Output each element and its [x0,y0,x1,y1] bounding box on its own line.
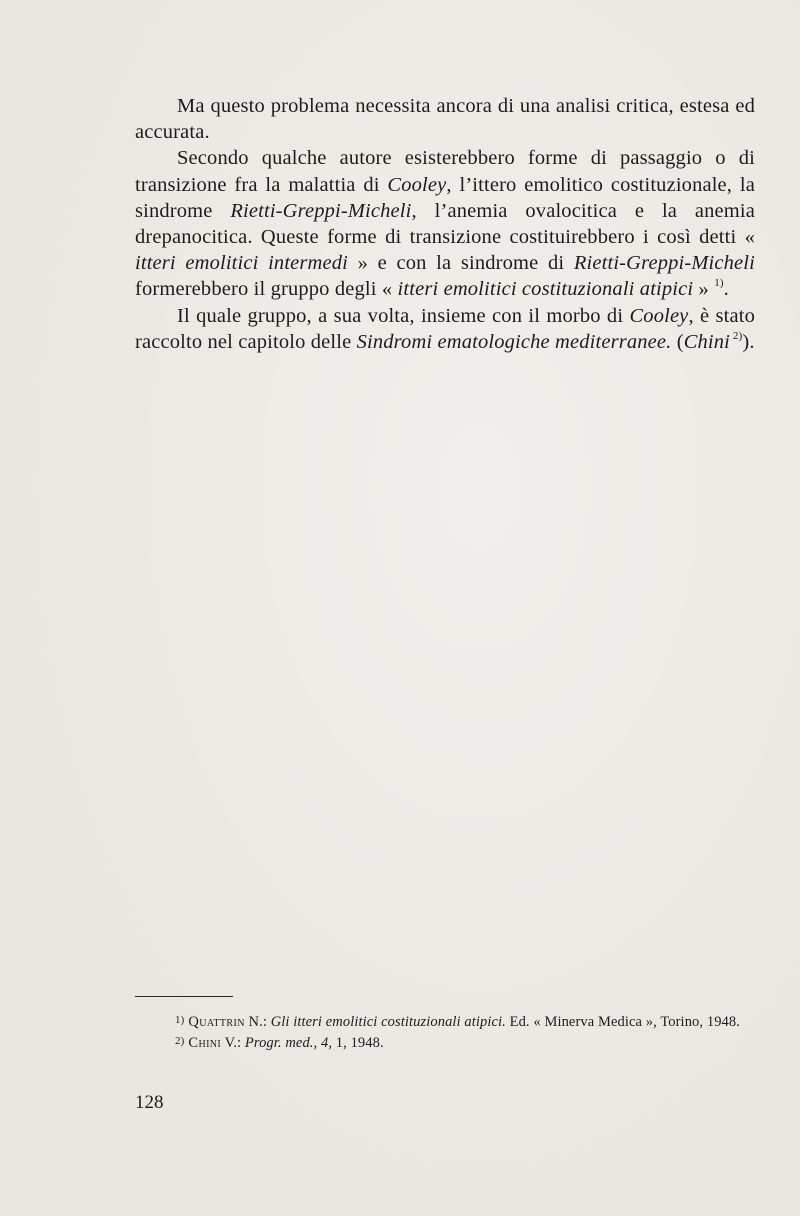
p2-text-d: » e con la sindrome di [348,252,574,275]
footnote-1-initial: N.: [244,1014,271,1030]
footnote-1 [135,1011,755,1032]
p2-text-g: . [723,278,729,301]
p2-itteri-intermedi: itteri emolitici intermedi [135,252,348,275]
footnote-2-publisher: 1, 1948. [332,1034,384,1051]
footnote-ref-2: 2) [730,329,743,342]
p2-itteri-atipici: itteri emolitici costituzionali atipici [397,278,694,301]
p2-cooley: Cooley [387,173,447,196]
footnote-separator [135,996,233,997]
footnote-1-title: Gli itteri emolitici costituzionali atipici. [270,1014,506,1030]
p3-text-c: ( [671,330,684,353]
p3-text-b: , è stato raccolto nel capitolo delle [135,304,755,353]
footnote-2-author: Chini [188,1034,222,1051]
footnote-1-publisher: Ed. « Minerva Medica », Torino, 1948. [505,1014,740,1030]
footnote-2 [135,1032,755,1053]
footnote-2-title: Progr. med., 4, [244,1034,333,1051]
p3-sindromi: Sindromi ematologiche mediterranee. [356,330,672,353]
p2-rietti: Rietti-Greppi-Micheli, [230,199,417,222]
footnotes [135,1011,755,1052]
body-text [135,93,755,355]
paragraph-2 [135,145,755,302]
footnote-1-author: Quattrin [188,1014,245,1030]
p3-text-a: Il quale gruppo, a sua volta, insieme con il morbo di [177,304,630,327]
p2-text-e: formerebbero il gruppo degli « [135,278,398,301]
p2-rietti-2: Rietti-Greppi-Micheli [573,252,755,275]
p3-text-d: ). [742,330,755,353]
p2-text-c: l’anemia ovalocitica e la anemia drepanocitica. Queste forme di transizione costituirebbero i così detti « [135,199,755,249]
p2-text-b: , l’ittero emolitico costituzionale, la sindrome [135,173,755,222]
footnote-ref-1: 1) [714,277,724,290]
footnote-2-initial: V.: [221,1034,245,1051]
paragraph-3 [135,303,755,355]
footnote-1-number: 1) [175,1014,185,1026]
paragraph-1 [135,93,755,145]
p2-text-f: » [693,278,715,301]
p3-cooley: Cooley [629,304,689,327]
p2-text-a: Secondo qualche autore esisterebbero forme di passaggio o di transizione fra la malattia di [135,147,755,196]
page-number: 128 [135,1092,164,1113]
paragraph-1-text: Ma questo problema necessita ancora di una analisi critica, estesa ed accurata. [135,95,755,144]
p3-chini: Chini [683,330,731,353]
footnote-2-number: 2) [175,1034,185,1047]
